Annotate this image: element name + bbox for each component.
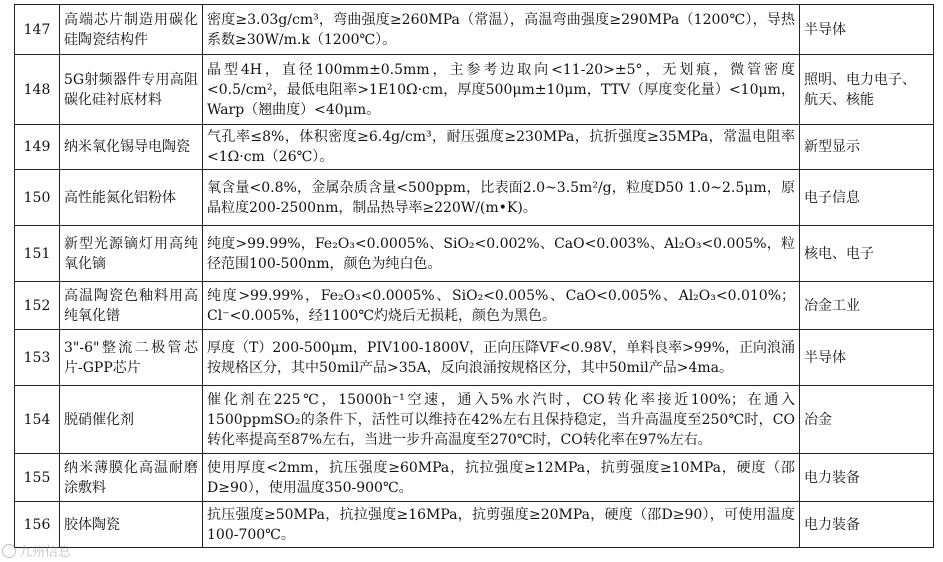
item-number: 149: [15, 125, 60, 170]
item-number: 150: [15, 170, 60, 226]
technical-spec: 催化剂在225℃，15000h⁻¹空速，通入5%水汽时，CO转化率接近100%；在通入1500ppmSO₂的条件下，活性可以维持在42%左右且保持稳定，当升高温度至250℃时，CO转化率提高至87%左右，当进一步升高温度至270℃时，CO转化率在97%左右。: [203, 386, 800, 454]
product-name: 纳米薄膜化高温耐磨涂敷料: [60, 454, 203, 502]
item-number: 153: [15, 330, 60, 386]
application-field: 半导体: [800, 330, 934, 386]
technical-spec: 使用厚度<2mm，抗压强度≥60MPa，抗拉强度≥12MPa，抗剪强度≥10MPa，硬度（邵D≥90），使用温度350-900℃。: [203, 454, 800, 502]
table-row: [15, 226, 934, 282]
item-number: 156: [15, 502, 60, 548]
table-row: [15, 386, 934, 454]
technical-spec: 气孔率≤8%，体积密度≥6.4g/cm³，耐压强度≥230MPa，抗折强度≥35MPa，常温电阻率<1Ω·cm（26℃）。: [203, 125, 800, 170]
application-field: 电子信息: [800, 170, 934, 226]
application-field: 冶金: [800, 386, 934, 454]
product-name: 3"-6"整流二极管芯片-GPP芯片: [60, 330, 203, 386]
item-number: 154: [15, 386, 60, 454]
product-name: 高温陶瓷色釉料用高纯氧化镨: [60, 282, 203, 330]
table-row: [15, 55, 934, 125]
application-field: 照明、电力电子、航天、核能: [800, 55, 934, 125]
watermark-logo-icon: [2, 544, 16, 558]
table-row: [15, 330, 934, 386]
product-name: 高端芯片制造用碳化硅陶瓷结构件: [60, 5, 203, 55]
product-name: 纳米氧化锡导电陶瓷: [60, 125, 203, 170]
table-row: [15, 454, 934, 502]
technical-spec: 密度≥3.03g/cm³，弯曲强度≥260MPa（常温），高温弯曲强度≥290MPa（1200℃），导热系数≥30W/m.k（1200℃）。: [203, 5, 800, 55]
product-name: 高性能氮化铝粉体: [60, 170, 203, 226]
application-field: 新型显示: [800, 125, 934, 170]
item-number: 152: [15, 282, 60, 330]
technical-spec: 纯度>99.99%，Fe₂O₃<0.0005%、SiO₂<0.002%、CaO<0.003%、Al₂O₃<0.005%，粒径范围100-500nm，颜色为纯白色。: [203, 226, 800, 282]
product-name: 脱硝催化剂: [60, 386, 203, 454]
item-number: 155: [15, 454, 60, 502]
application-field: 核电、电子: [800, 226, 934, 282]
table-row: [15, 282, 934, 330]
table-row: [15, 5, 934, 55]
item-number: 148: [15, 55, 60, 125]
table-row: [15, 502, 934, 548]
application-field: 冶金工业: [800, 282, 934, 330]
watermark: [2, 541, 71, 560]
technical-spec: 氧含量<0.8%，金属杂质含量<500ppm，比表面2.0~3.5m²/g，粒度D50 1.0~2.5μm，原晶粒度200-2500nm，制品热导率≥220W/(m•K)。: [203, 170, 800, 226]
watermark-text: 九州信息: [19, 545, 72, 560]
table-row: [15, 125, 934, 170]
table-row: [15, 170, 934, 226]
item-number: 151: [15, 226, 60, 282]
technical-spec: 厚度（T）200-500μm，PIV100-1800V，正向压降VF<0.98V，单料良率>99%，正向浪涌按规格区分，其中50mil产品>35A，反向浪涌按规格区分，其中50mil产品>4ma。: [203, 330, 800, 386]
item-number: 147: [15, 5, 60, 55]
materials-table: [14, 4, 934, 548]
technical-spec: 纯度>99.99%，Fe₂O₃<0.0005%、SiO₂<0.005%、CaO<0.005%、Al₂O₃<0.010%；Cl⁻<0.005%，经1100℃灼烧后无损耗，颜色为黑色。: [203, 282, 800, 330]
technical-spec: 晶型4H，直径100mm±0.5mm，主参考边取向<11-20>±5°，无划痕，微管密度<0.5/cm²，最低电阻率>1E10Ω·cm，厚度500μm±10μm，TTV（厚度变化量）<10μm，Warp（翘曲度）<40μm。: [203, 55, 800, 125]
application-field: 半导体: [800, 5, 934, 55]
technical-spec: 抗压强度≥50MPa，抗拉强度≥16MPa，抗剪强度≥20MPa，硬度（邵D≥90），可使用温度100-700℃。: [203, 502, 800, 548]
product-name: 胶体陶瓷: [60, 502, 203, 548]
application-field: 电力装备: [800, 454, 934, 502]
product-name: 新型光源镝灯用高纯氧化镝: [60, 226, 203, 282]
product-name: 5G射频器件专用高阻碳化硅衬底材料: [60, 55, 203, 125]
application-field: 电力装备: [800, 502, 934, 548]
